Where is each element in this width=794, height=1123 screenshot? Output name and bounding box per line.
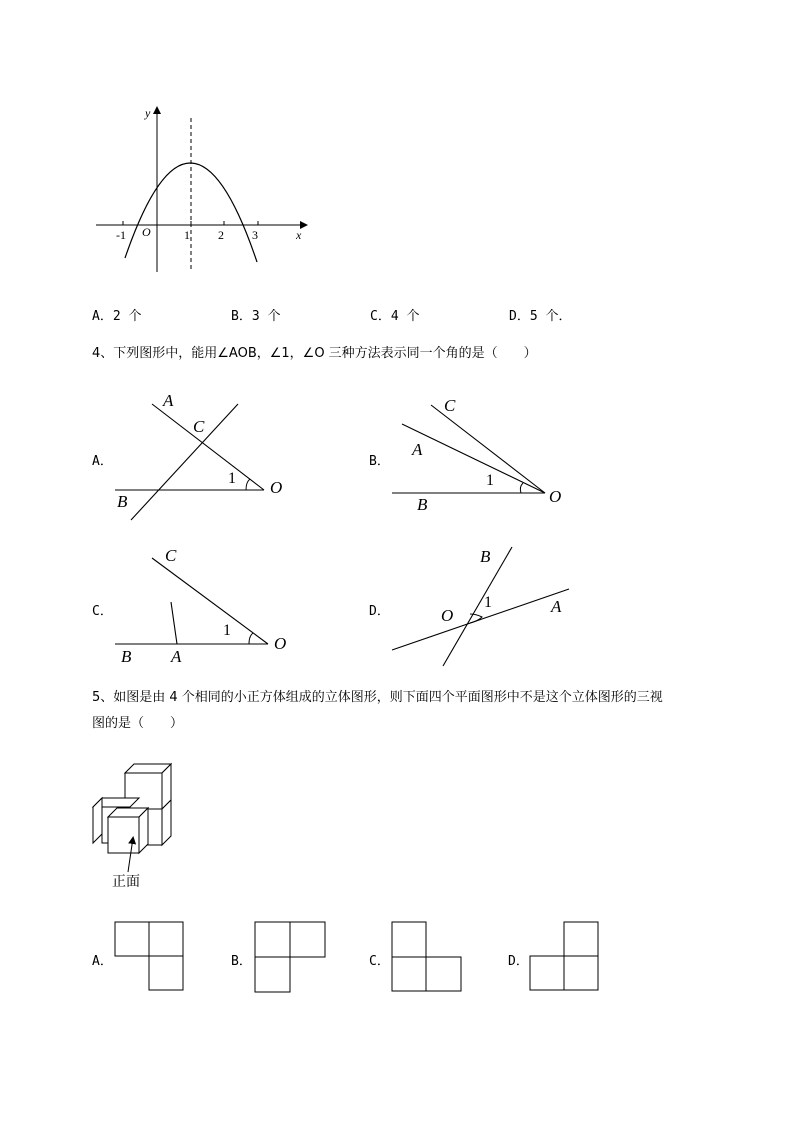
q5-option-c-letter[interactable]: C．: [369, 954, 390, 969]
fig-c-label-o: O: [274, 634, 287, 653]
fig-c-label-a: A: [171, 647, 182, 666]
fig-b-label-c: C: [444, 396, 456, 415]
q4-option-a-letter[interactable]: A．: [92, 454, 113, 469]
q5-option-d-letter[interactable]: D．: [508, 954, 529, 969]
q4-question: 4、下列图形中，能用∠AOB，∠1，∠O 三种方法表示同一个角的是（ ）: [92, 346, 537, 361]
q3-option-a[interactable]: A．2 个: [92, 309, 142, 324]
q5-option-b-letter[interactable]: B．: [231, 954, 252, 969]
q5-option-a-letter[interactable]: A．: [92, 954, 113, 969]
q3-option-c[interactable]: C．4 个: [370, 309, 420, 324]
tick-label: 1: [184, 228, 190, 242]
fig-c-label-b: B: [121, 647, 132, 666]
fig-b-label-o: O: [549, 487, 562, 506]
fig-a-label-o: O: [270, 478, 283, 497]
fig-a-label-b: B: [117, 492, 128, 511]
fig-d-label-b: B: [480, 547, 491, 566]
fig-d-label-o: O: [441, 606, 454, 625]
fig-c-label-c: C: [165, 546, 177, 565]
fig-b-label-b: B: [417, 495, 428, 514]
fig-b-label-1: 1: [486, 472, 494, 489]
fig-d-label-a: A: [551, 597, 562, 616]
tick-label: -1: [116, 228, 126, 242]
fig-a-label-a: A: [163, 391, 174, 410]
tick-label: 2: [218, 228, 224, 242]
front-view-label: 正面: [112, 874, 140, 890]
x-axis-label: x: [296, 228, 302, 242]
q4-option-d-letter[interactable]: D．: [369, 604, 390, 619]
q3-option-d[interactable]: D．5 个．: [509, 309, 572, 324]
q5-question-line1: 5、如图是由 4 个相同的小正方体组成的立体图形，则下面四个平面图形中不是这个立体图形的三视: [92, 690, 663, 705]
tick-label: 3: [252, 228, 258, 242]
fig-a-label-c: C: [193, 417, 205, 436]
q4-option-b-letter[interactable]: B．: [369, 454, 390, 469]
y-axis-label: y: [145, 106, 151, 120]
fig-b-label-a: A: [412, 440, 423, 459]
q3-option-b[interactable]: B．3 个: [231, 309, 281, 324]
fig-a-label-1: 1: [228, 470, 236, 487]
fig-d-label-1: 1: [484, 594, 492, 611]
fig-c-label-1: 1: [223, 622, 231, 639]
origin-label: O: [142, 225, 151, 239]
q5-question-line2: 图的是（ ）: [92, 716, 184, 731]
q4-option-c-letter[interactable]: C．: [92, 604, 113, 619]
